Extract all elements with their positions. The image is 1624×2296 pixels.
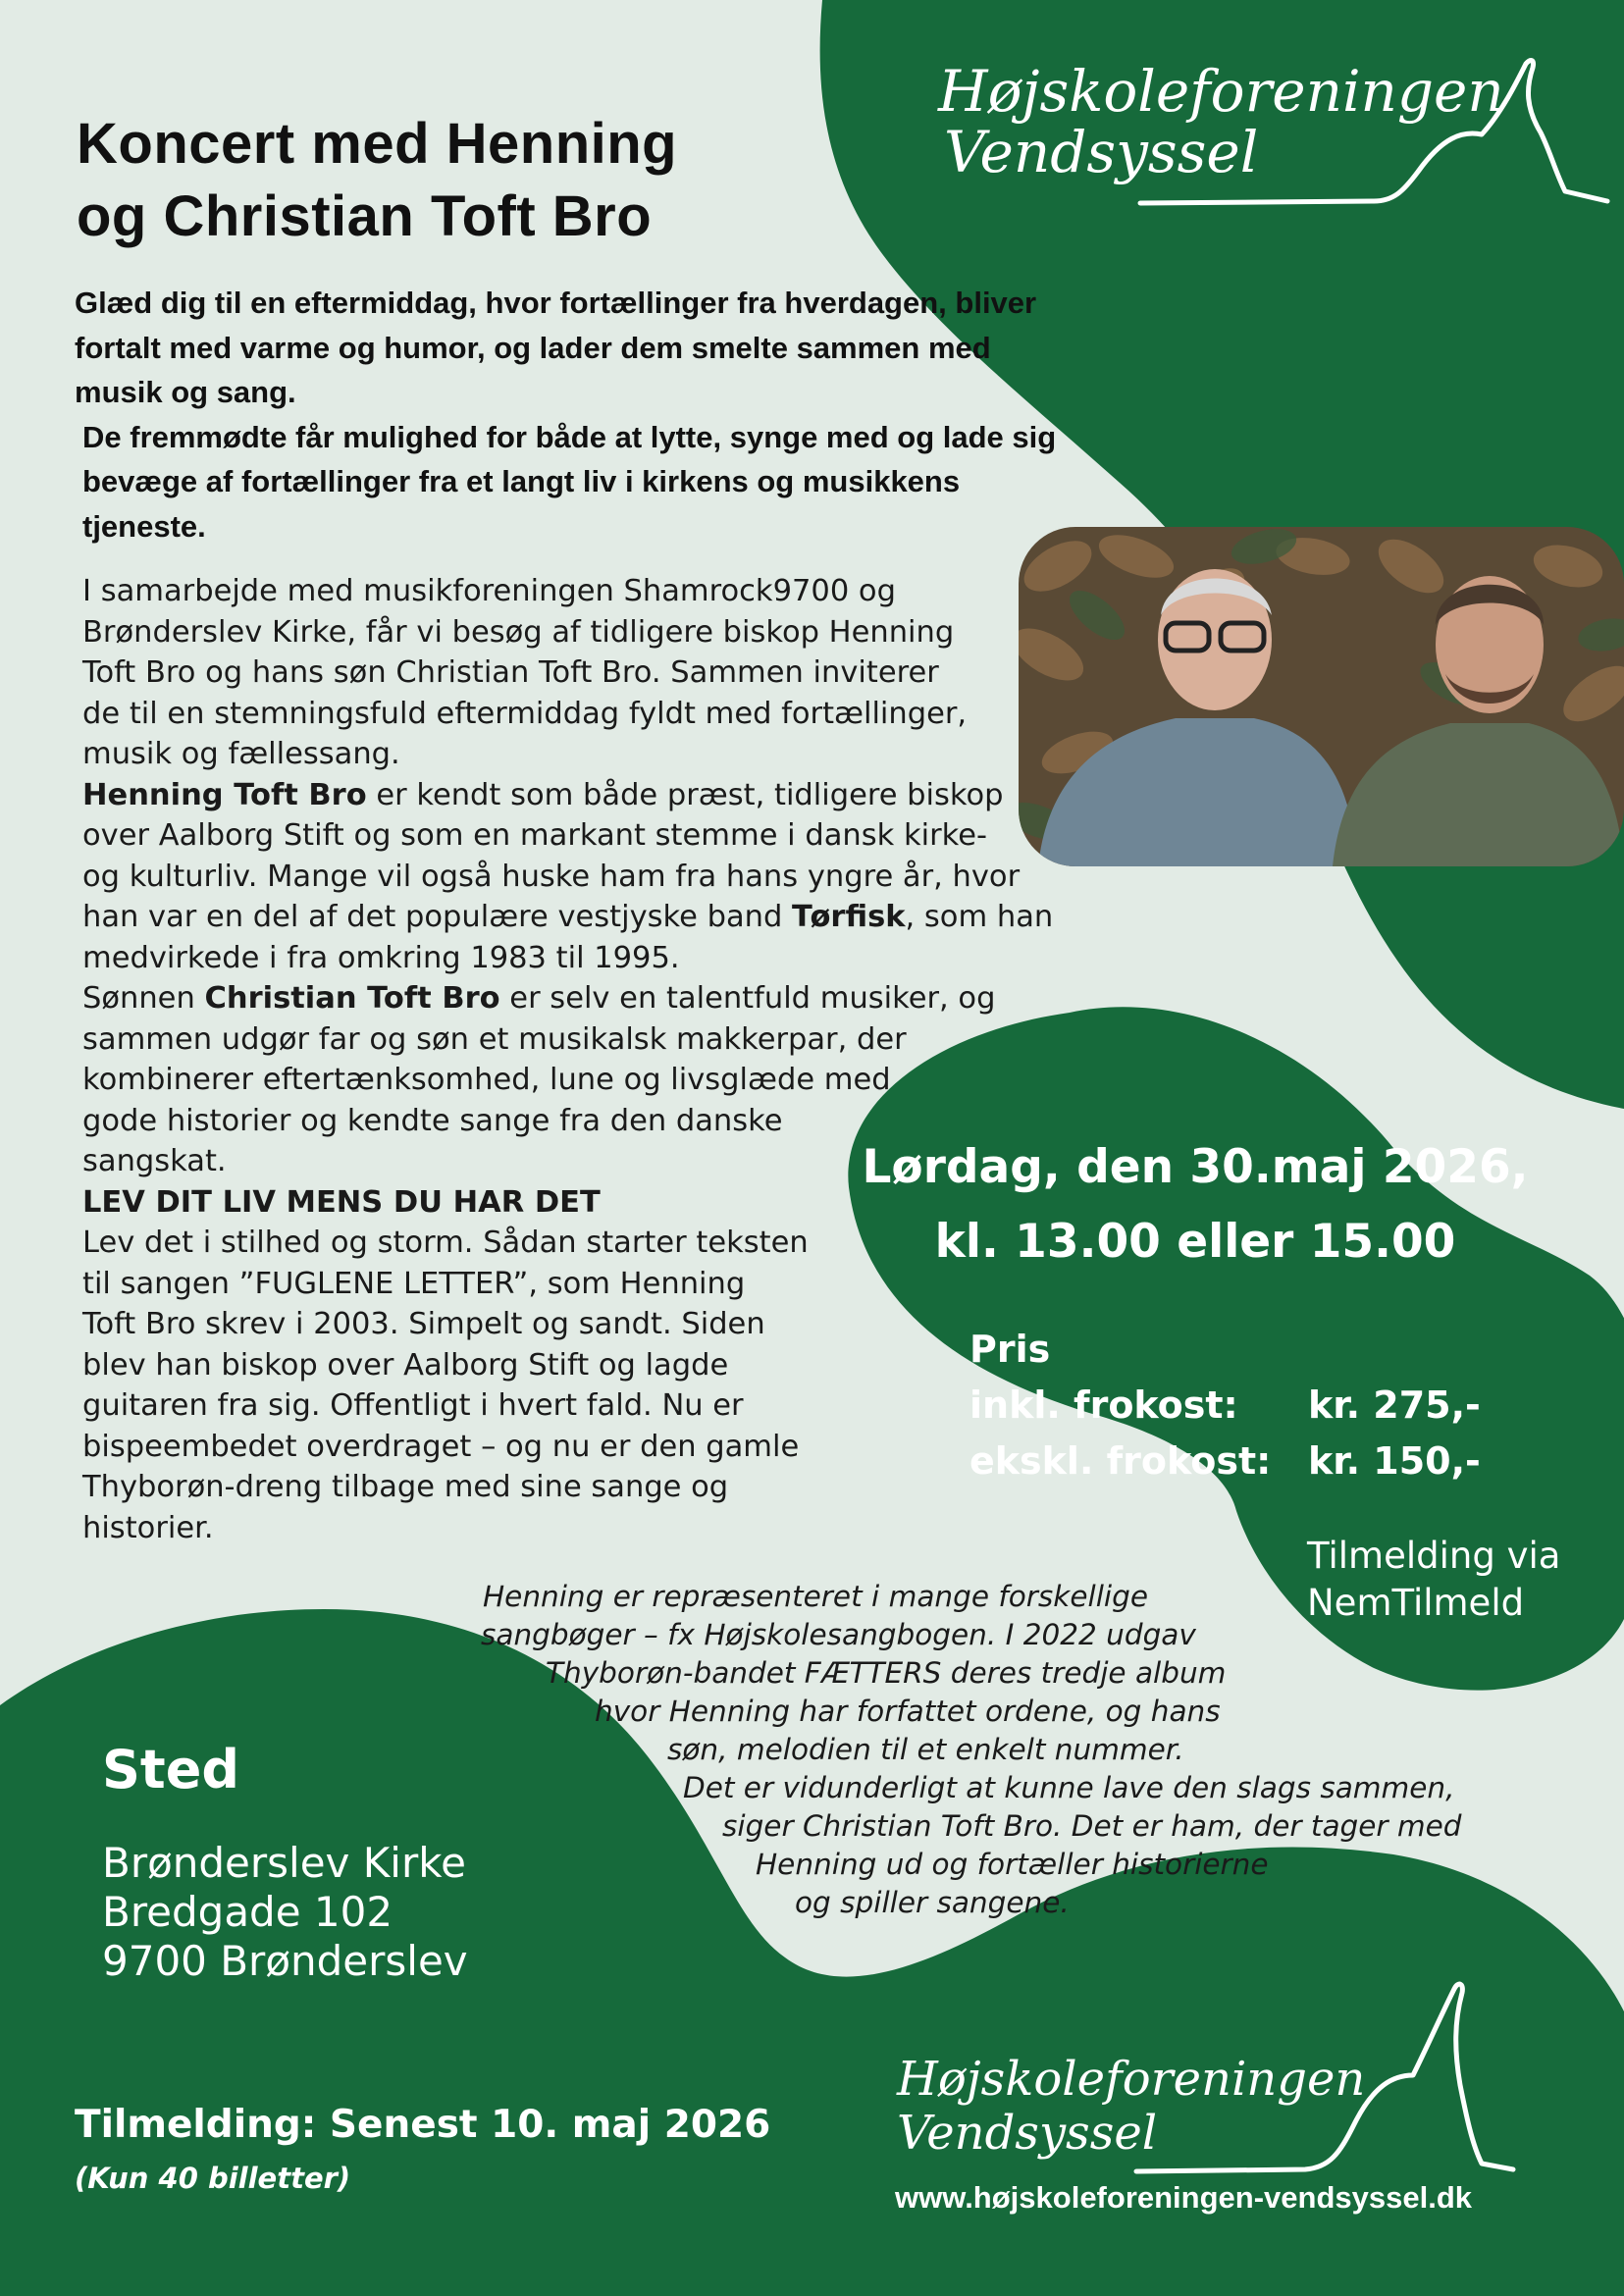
body-line xyxy=(82,897,1083,938)
quote-line: Det er vidunderligt at kunne lave den slags sammen, xyxy=(683,1771,1455,1804)
body-line: til sangen ”FUGLENE LETTER”, som Henning xyxy=(82,1266,746,1301)
website-link[interactable]: www.højskoleforeningen-vendsyssel.dk xyxy=(895,2180,1473,2215)
body-line: musik og fællessang. xyxy=(82,737,400,771)
body-line: Thyborøn-dreng tilbage med sine sange og xyxy=(82,1470,729,1504)
quote-line: Henning er repræsenteret i mange forskellige xyxy=(483,1580,1148,1613)
event-date-line: Lørdag, den 30.maj 2026, xyxy=(862,1140,1529,1194)
price-row xyxy=(969,1434,1578,1489)
body-text: er kendt som både præst, tidligere biskop xyxy=(366,777,1004,812)
title-line-1: Koncert med Henning xyxy=(77,112,678,176)
body-text: , som han xyxy=(905,900,1054,934)
body-text: Sønnen xyxy=(82,981,205,1016)
henning-name: Henning Toft Bro xyxy=(82,777,367,812)
logo-line-2: Vendsyssel xyxy=(897,2106,1158,2161)
ticket-limit: (Kun 40 billetter) xyxy=(75,2162,351,2195)
lead-paragraph xyxy=(75,281,1075,548)
page-title xyxy=(77,108,822,253)
quote-line: søn, melodien til et enkelt nummer. xyxy=(667,1733,1184,1766)
venue-heading: Sted xyxy=(102,1739,239,1800)
body-line: Lev det i stilhed og storm. Sådan starter teksten xyxy=(82,1226,809,1260)
section-heading: LEV DIT LIV MENS DU HAR DET xyxy=(82,1184,601,1220)
body-text: han var en del af det populære vestjyske band xyxy=(82,900,793,934)
quote-line: siger Christian Toft Bro. Det er ham, der tager med xyxy=(722,1809,1462,1843)
price-row xyxy=(969,1378,1578,1434)
logo-line-2: Vendsyssel xyxy=(944,119,1259,185)
body-line xyxy=(82,775,1083,816)
lead-text-1: Glæd dig til en eftermiddag, hvor fortællinger fra hverdagen, bliver fortalt med varme og humor, og lader dem smelte sammen med musik og sang. xyxy=(75,286,1037,409)
body-line: de til en stemningsfuld eftermiddag fyldt med fortællinger, xyxy=(82,696,968,731)
body-line: og kulturliv. Mange vil også huske ham fra hans yngre år, hvor xyxy=(82,859,1021,894)
signup-deadline: Tilmelding: Senest 10. maj 2026 xyxy=(75,2103,771,2147)
venue-city: 9700 Brønderslev xyxy=(102,1937,468,1985)
body-text: er selv en talentfuld musiker, og xyxy=(499,981,996,1016)
logo-top-swoosh-icon xyxy=(1128,54,1619,211)
body-line: sammen udgør far og søn et musikalsk makkerpar, der xyxy=(82,1021,907,1057)
band-name: Tørfisk xyxy=(792,900,906,934)
signup-via-line: Tilmelding via xyxy=(1307,1535,1561,1577)
price-label: inkl. frokost: xyxy=(969,1383,1238,1427)
body-line: over Aalborg Stift og som en markant stemme i dansk kirke- xyxy=(82,818,987,853)
price-block xyxy=(969,1322,1578,1489)
event-time-line: kl. 13.00 eller 15.00 xyxy=(934,1215,1456,1269)
artists-photo xyxy=(1019,527,1624,866)
quote-line: Henning ud og fortæller historierne xyxy=(756,1848,1269,1881)
signup-provider: NemTilmeld xyxy=(1307,1582,1525,1624)
body-line: historier. xyxy=(82,1510,214,1545)
logo-line-1: Højskoleforeningen xyxy=(897,2052,1366,2107)
body-line: I samarbejde med musikforeningen Shamrock9700 og xyxy=(82,574,896,608)
body-line: kombinerer eftertænksomhed, lune og livsglæde med xyxy=(82,1063,891,1097)
event-date xyxy=(852,1130,1539,1279)
body-line: guitaren fra sig. Offentligt i hvert fald. Nu er xyxy=(82,1388,744,1423)
body-line: sangskat. xyxy=(82,1144,227,1178)
body-line: gode historier og kendte sange fra den danske xyxy=(82,1103,783,1138)
title-line-2: og Christian Toft Bro xyxy=(77,184,653,248)
price-value: kr. 150,- xyxy=(1308,1439,1481,1483)
body-line: Toft Bro skrev i 2003. Simpelt og sandt. Siden xyxy=(82,1307,765,1341)
venue-address xyxy=(102,1839,468,1986)
quote-line: sangbøger – fx Højskolesangbogen. I 2022 udgav xyxy=(481,1618,1196,1651)
quote-block xyxy=(461,1578,1560,1922)
quote-line: og spiller sangene. xyxy=(795,1886,1070,1919)
article-body xyxy=(82,571,1083,1548)
body-line xyxy=(82,978,1083,1019)
body-line: Brønderslev Kirke, får vi besøg af tidligere biskop Henning xyxy=(82,614,955,650)
quote-line: hvor Henning har forfattet ordene, og hans xyxy=(595,1695,1221,1728)
price-label: ekskl. frokost: xyxy=(969,1439,1272,1483)
body-line: Toft Bro og hans søn Christian Toft Bro. Sammen inviterer xyxy=(82,655,939,690)
price-heading: Pris xyxy=(969,1328,1051,1371)
logo-line-1: Højskoleforeningen xyxy=(938,58,1504,125)
logo-bottom-swoosh-icon xyxy=(1128,1977,1521,2178)
quote-line: Thyborøn-bandet FÆTTERS deres tredje album xyxy=(546,1656,1227,1690)
body-line: bispeembedet overdraget – og nu er den gamle xyxy=(82,1429,800,1464)
venue-street: Bredgade 102 xyxy=(102,1888,393,1936)
price-value: kr. 275,- xyxy=(1308,1383,1481,1427)
body-line: blev han biskop over Aalborg Stift og lagde xyxy=(82,1347,729,1383)
lead-text-2: De fremmødte får mulighed for både at lytte, synge med og lade sig bevæge af fortællinger fra et langt liv i kirkens og musikkens tjeneste. xyxy=(82,419,1057,544)
venue-name: Brønderslev Kirke xyxy=(102,1839,466,1887)
son-name: Christian Toft Bro xyxy=(204,981,500,1016)
body-line: medvirkede i fra omkring 1983 til 1995. xyxy=(82,940,680,975)
